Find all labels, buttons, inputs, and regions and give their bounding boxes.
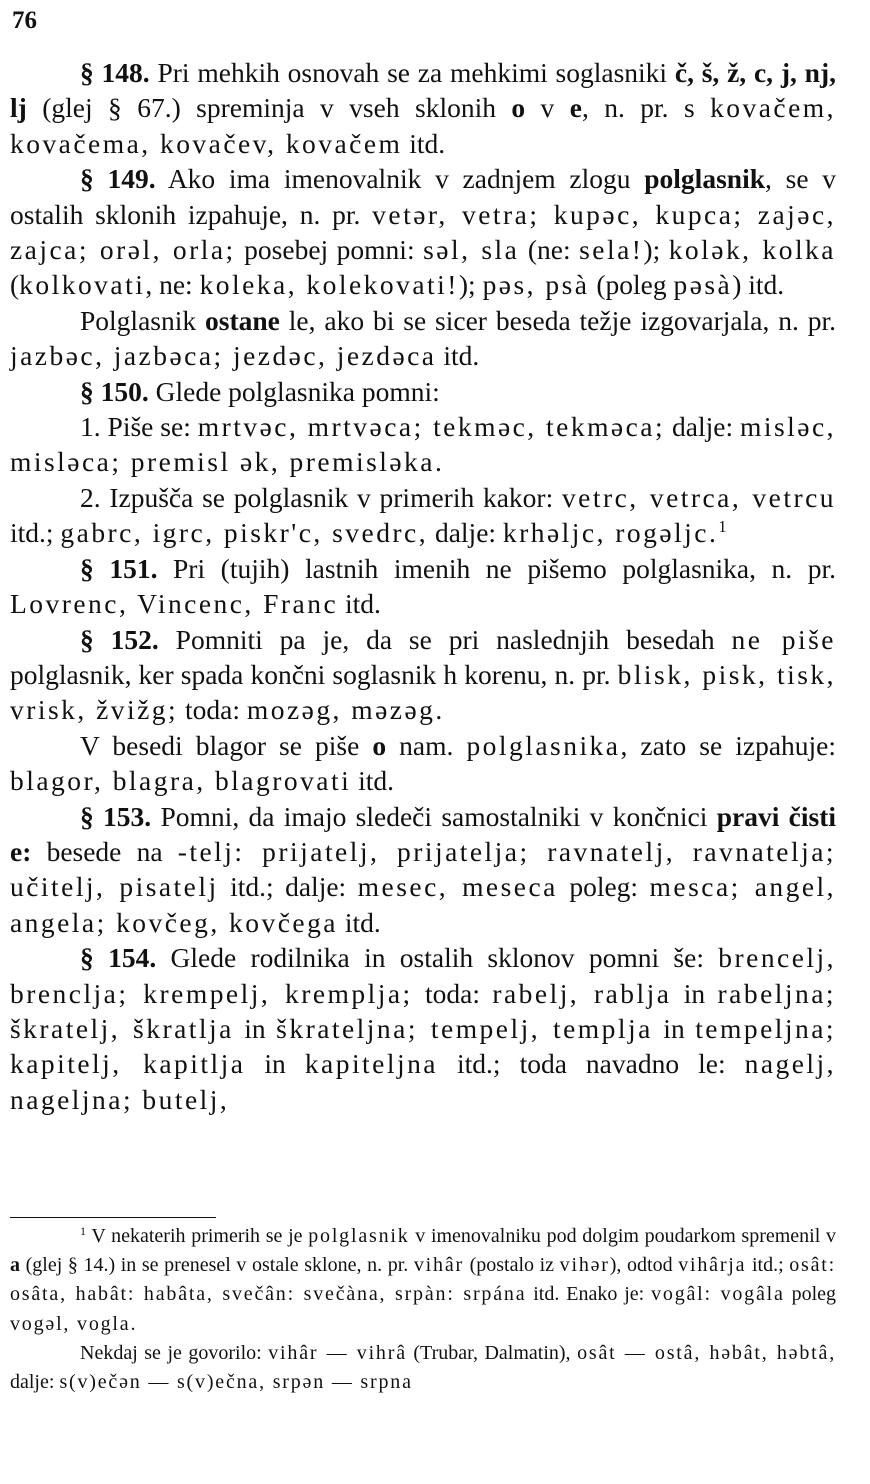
- section-number: § 151.: [80, 552, 158, 584]
- paragraph-section-151: [10, 551, 836, 622]
- text-run: (glej § 67.) spreminja v vseh sklonih: [26, 92, 512, 124]
- text-run: itd.: [338, 588, 381, 620]
- spaced-example: brencelj, brenclja; krempelj, kremplja;: [10, 942, 836, 1009]
- text-run: itd.: [351, 765, 394, 797]
- text-run: );: [458, 269, 483, 301]
- spaced-example: misləc, misləca; premisl ək, premisləka.: [10, 411, 836, 478]
- spaced-example: blisk, pisk, tisk, vrisk, žvižg;: [10, 658, 837, 726]
- paragraph-section-153: [10, 799, 836, 941]
- spaced-example: kolək, kolka: [668, 234, 836, 266]
- spaced-example: tempeljna; kapitelj, kapitlja: [10, 1012, 837, 1080]
- text-run: poleg: [784, 1283, 837, 1306]
- spaced-example: səl, sla: [423, 234, 520, 266]
- text-run: (: [10, 269, 20, 301]
- text-run: in: [652, 1012, 696, 1044]
- spaced-example: polglasnik: [308, 1225, 410, 1247]
- text-run: ) itd.: [732, 269, 785, 301]
- text-run: Pri mehkih osnovah se za mehkimi soglasniki: [149, 57, 675, 88]
- text-run: poleg:: [557, 871, 650, 903]
- text-run: , se v ostalih sklonih izpahuje, n. pr.: [10, 163, 837, 230]
- spaced-example: kapiteljna: [304, 1048, 438, 1080]
- spaced-example: osât — ostâ, həbât, həbtâ,: [577, 1341, 836, 1364]
- bold-term: o: [372, 729, 387, 761]
- paragraph-section-149-note: [10, 303, 836, 374]
- paragraph-section-150-item-2: [10, 480, 836, 551]
- footnote-marker: 1: [80, 1223, 86, 1238]
- text-run: Pomni, da imajo sledeči samostalniki v končnici: [151, 800, 717, 832]
- text-run: Glede rodilnika in ostalih sklonov pomni še:: [156, 942, 719, 974]
- text-run: (ne:: [519, 234, 580, 266]
- spaced-example: blagor, blagra, blagrovati: [10, 765, 352, 797]
- text-run: Ako ima imenovalnik v zadnjem zlogu: [155, 163, 645, 195]
- text-run: in: [233, 1012, 277, 1044]
- footnote-marker: 1: [718, 517, 727, 537]
- bold-term: pravi čisti e:: [10, 800, 837, 867]
- section-number: § 148.: [80, 57, 150, 88]
- spaced-example: nagelj, nageljna; butelj,: [10, 1048, 837, 1115]
- text-run: Nekdaj se je govorilo:: [80, 1341, 269, 1364]
- bold-term: a: [10, 1254, 20, 1277]
- text-run: ), odtod: [609, 1254, 679, 1277]
- spaced-example: s(v)ečən — s(v)ečna, srpən — srpna: [59, 1371, 413, 1394]
- text-run: besede na: [31, 835, 178, 867]
- section-number: § 153.: [80, 800, 152, 832]
- text-run: in: [671, 977, 718, 1009]
- spaced-example: kovačem, kovačema, kovačev, kovačem: [10, 92, 836, 159]
- section-number: § 150.: [80, 375, 149, 407]
- text-run: v: [525, 92, 570, 124]
- bold-term: polglasnik: [644, 163, 766, 195]
- text-run: Polglasnik: [80, 304, 206, 336]
- text-run: itd.; toda navadno le:: [438, 1048, 745, 1080]
- section-number: § 149.: [80, 163, 156, 195]
- spaced-example: vogəl, vogla.: [10, 1312, 138, 1335]
- main-text: [10, 55, 836, 1117]
- spaced-example: mrtvəc, mrtvəca; tekməc, tekməca;: [197, 411, 666, 443]
- spaced-example: vihâr: [413, 1254, 464, 1277]
- footnote-1: [10, 1222, 836, 1339]
- spaced-example: -telj: prijatelj, prijatelja; ravnatelj, ravnatelja; učitelj, pisatelj: [10, 835, 836, 903]
- text-run: Pri (tujih) lastnih imenih ne pišemo polglasnika, n. pr.: [157, 552, 837, 584]
- text-run: v imenovalniku pod dolgim poudarkom spremenil v: [409, 1225, 836, 1247]
- text-run: Glede polglasnika pomni:: [148, 375, 440, 407]
- spaced-example: kolkovati: [19, 269, 146, 301]
- text-run: dalje:: [10, 1371, 60, 1394]
- bold-term: č, š, ž, c, j, nj, lj: [10, 57, 836, 124]
- spaced-example: rabeljna; škratelj, škratlja: [10, 977, 837, 1044]
- spaced-example: škrateljna; tempelj, templja: [276, 1012, 653, 1044]
- spaced-example: krhəljc, rogəljc.: [502, 517, 719, 549]
- spaced-example: pəs, psà: [482, 269, 590, 301]
- text-run: nam.: [386, 729, 467, 761]
- footnote-divider: [10, 1217, 216, 1218]
- paragraph-section-150-item-1: [10, 409, 836, 480]
- spaced-example: vihârja: [678, 1254, 747, 1277]
- paragraph-section-150: [10, 374, 836, 409]
- spaced-example: vetrc, vetrca, vetrcu: [561, 481, 836, 513]
- page-number: 76: [12, 7, 37, 34]
- spaced-example: polglasnika: [466, 729, 621, 761]
- spaced-example: osât: osâta, habât: habâta, svečân: svečàna, srpàn: srpána: [10, 1254, 837, 1306]
- paragraph-section-148: [10, 55, 836, 161]
- text-run: 2. Izpušča se polglasnik v primerih kakor:: [80, 481, 562, 513]
- section-number: § 154.: [80, 942, 157, 974]
- text-run: posebej pomni:: [235, 234, 424, 266]
- spaced-example: mesca; angel, angela; kovčeg, kovčega: [10, 871, 836, 938]
- spaced-example: ne piše: [731, 623, 836, 655]
- text-run: V besedi blagor se piše: [80, 729, 373, 761]
- text-run: 1. Piše se:: [80, 411, 198, 443]
- text-run: );: [643, 234, 669, 266]
- spaced-example: Lovrenc, Vincenc, Franc: [10, 588, 339, 620]
- spaced-example: vogâl: vogâla: [651, 1283, 785, 1306]
- paragraph-section-149: [10, 161, 836, 303]
- text-run: le, ako bi se sicer beseda težje izgovarjala, n. pr.: [279, 304, 836, 336]
- spaced-example: vihər: [559, 1254, 610, 1277]
- text-run: , n. pr. s: [581, 92, 711, 124]
- text-run: itd.: [337, 906, 381, 938]
- spaced-example: pəsà: [673, 269, 733, 301]
- text-run: polglasnik, ker spada končni soglasnik h korenu, n. pr.: [10, 658, 618, 690]
- footnote-1-continuation: [10, 1339, 836, 1397]
- spaced-example: mesec, meseca: [357, 871, 558, 903]
- text-run: V nekaterih primerih se je: [86, 1225, 309, 1247]
- text-run: dalje:: [665, 411, 740, 443]
- spaced-example: jazbəc, jazbəca; jezdəc, jezdəca: [10, 340, 437, 372]
- text-run: itd.: [436, 340, 480, 372]
- text-run: in: [245, 1048, 305, 1080]
- footnotes: [10, 1222, 836, 1397]
- spaced-example: gabrc, igrc, piskr'c, svedrc,: [60, 517, 429, 549]
- text-run: Pomniti pa je, da se pri naslednjih besedah: [158, 623, 732, 655]
- text-run: toda:: [178, 694, 247, 726]
- text-run: itd.;: [10, 517, 61, 549]
- spaced-example: mozəg, məzəg.: [246, 694, 445, 726]
- spaced-example: rabelj, rablja: [492, 977, 672, 1009]
- text-run: toda:: [412, 977, 493, 1009]
- paragraph-section-152-note: [10, 728, 836, 799]
- text-run: (Trubar, Dalmatin),: [406, 1341, 578, 1364]
- text-run: itd.: [402, 127, 446, 159]
- paragraph-section-154: [10, 940, 836, 1117]
- paragraph-section-152: [10, 622, 836, 728]
- text-run: itd.; dalje:: [218, 871, 358, 903]
- text-run: dalje:: [428, 517, 503, 549]
- text-run: (glej § 14.) in se prenesel v ostale sklone, n. pr.: [20, 1254, 414, 1277]
- text-run: itd. Enako je:: [526, 1283, 652, 1306]
- spaced-example: sela!: [579, 234, 644, 266]
- bold-term: o: [511, 92, 526, 124]
- spaced-example: koleka, kolekovati!: [199, 269, 459, 301]
- text-run: (postalo iz: [463, 1254, 560, 1277]
- spaced-example: vetər, vetra; kupəc, kupca; zajəc, zajca; orəl, orla;: [10, 198, 836, 266]
- text-run: (poleg: [589, 269, 674, 301]
- text-run: itd.;: [746, 1254, 790, 1277]
- bold-term: e: [569, 92, 582, 124]
- spaced-example: vihâr — vihrâ: [268, 1341, 407, 1364]
- text-run: , ne:: [145, 269, 200, 301]
- bold-term: ostane: [205, 304, 280, 336]
- section-number: § 152.: [80, 623, 159, 655]
- text-run: , zato se izpahuje:: [620, 729, 837, 761]
